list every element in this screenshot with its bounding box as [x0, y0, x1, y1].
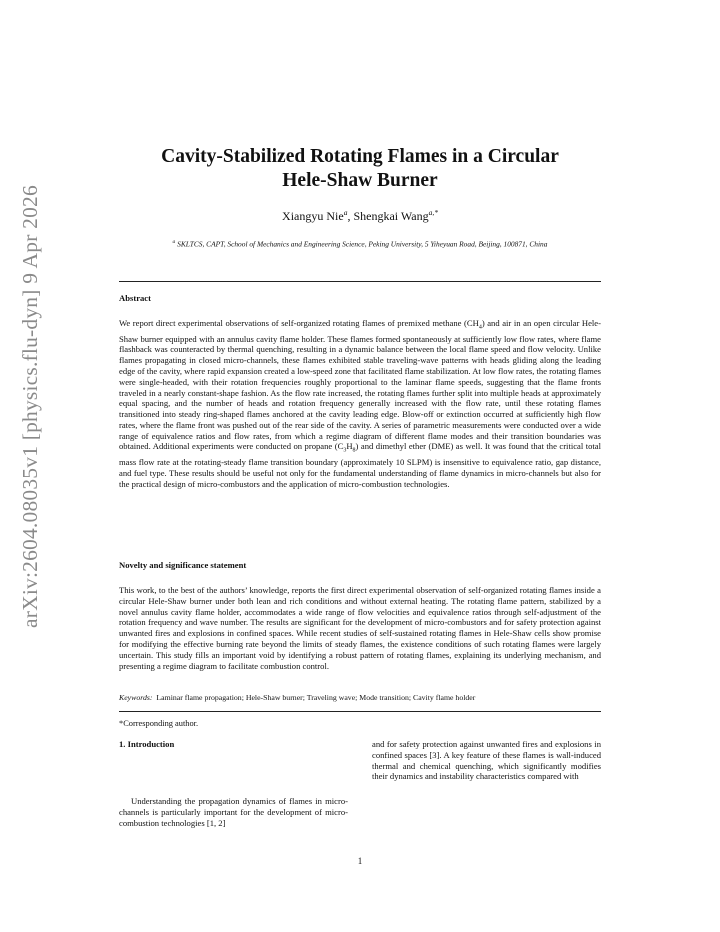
bottom-divider [119, 711, 601, 712]
arxiv-side-identifier: arXiv:2604.08035v1 [physics.flu-dyn] 9 Apr 2026 [18, 185, 42, 628]
abstract-text: We report direct experimental observations of self-organized rotating flames of premixed methane $(CH_4)$ and air in an open circular Hele-Shaw burner equipped with an annulus cavity flame holder. These flames formed spontaneously at sufficiently low flow rates, where flame flashback was counteracted by thermal quenching, resulting in a dynamic balance between the local flame speed and flow velocity. Unlike flames propagating in closed micro-channels, these flames exhibited stable traveling-wave patterns with heads gliding along the leading edge of the cavity, where rapid expansion created a low-speed zone that facilitated flame stabilization. At low flow rates, the rotating flames were single-headed, with their rotation frequencies roughly proportional to the laminar flame speeds, suggesting that the flame fronts traveled in a nearly constant-shape fashion. As the flow rate increased, the rotating flames further split into multiple heads at approximately equal spacing, and the number of heads and rotation frequency generally increased with the flow rate, until these rotating flames transitioned into steady ring-shaped flames anchored at the cavity leading edge. Blow-off or extinction occurred at sufficiently high flow rates, where the flame front was pushed out of the rear side of the cavity. A series of parametric measurements were conducted over a wide range of equivalence ratios and flow rates, from which a regime diagram of different flame modes and their transition boundaries was obtained. Additional experiments were conducted on propane $(C_3H_8)$ and dimethyl ether (DME) as well. It was found that the critical total mass flow rate at the rotating-steady flame transition boundary (approximately 10 SLPM) is insensitive to equivalence ratio, gap distance, and fuel type. These results should be useful not only for the fundamental understanding of flame dynamics in micro-channels but also for the practical design of micro-combustors and the application of micro-combustion technologies. [119, 318, 601, 489]
novelty-heading: Novelty and significance statement [119, 560, 247, 570]
intro-left-column: Understanding the propagation dynamics of flames in micro-channels is particularly important for the development of micro-combustion technologies [1, 2] [119, 796, 348, 828]
author-affil-mark: a [343, 208, 348, 217]
paper-title [119, 145, 601, 193]
abstract-heading: Abstract [119, 293, 151, 303]
keywords-label: Keywords: [119, 693, 153, 702]
author-affil-mark: a,* [428, 208, 438, 217]
title-line-2: Hele-Shaw Burner [282, 170, 438, 191]
affiliation [119, 237, 601, 249]
affiliation-mark: a [172, 239, 176, 245]
intro-right-column: and for safety protection against unwanted fires and explosions in confined spaces [3]. A key feature of these flames is wall-induced thermal and chemical quenching, which significantly modifies their dynamics and instability characteristics compared with [372, 739, 601, 782]
page-number: 1 [357, 856, 363, 866]
novelty-text: This work, to the best of the authors’ knowledge, reports the first direct experimental observation of self-organized rotating flames inside a circular Hele-Shaw burner under both lean and rich conditions and without external heating. The rotating flame pattern, stabilized by a novel annulus cavity flame holder, accommodates a wide range of flow velocities and equivalence ratios through self-adjustment of the rotation frequency and wave number. The results are significant for the development of micro-combustors and for safety protection against unwanted fires and explosions in confined spaces. While recent studies of self-sustained rotating flames in Hele-Shaw cells show promise for modifying the effective burning rate beyond the limits of steady flames, the existence conditions of such rotating flames were largely uncertain. This study fills an important void by identifying a robust pattern of rotating flames, explaining its underlying mechanism, and presenting a regime diagram to facilitate combustion control. [119, 585, 601, 671]
title-line-1: Cavity-Stabilized Rotating Flames in a Circular [161, 146, 559, 167]
author-list: Xiangyu Nie$^a$, Shengkai Wang$^{a,*}$ [282, 208, 438, 223]
author-name: Shengkai Wang [353, 209, 429, 223]
keywords-line [119, 693, 601, 703]
affiliation-text: SKLTCS, CAPT, School of Mechanics and Engineering Science, Peking University, 5 Yiheyuan Road, Beijing, 100871, China [177, 239, 548, 249]
intro-heading: 1. Introduction [119, 739, 175, 749]
corresponding-note: *Corresponding author. [119, 719, 199, 728]
keywords-text: Laminar flame propagation; Hele-Shaw burner; Traveling wave; Mode transition; Cavity flame holder [156, 693, 476, 702]
top-divider [119, 281, 601, 282]
author-name: Xiangyu Nie [282, 209, 344, 223]
